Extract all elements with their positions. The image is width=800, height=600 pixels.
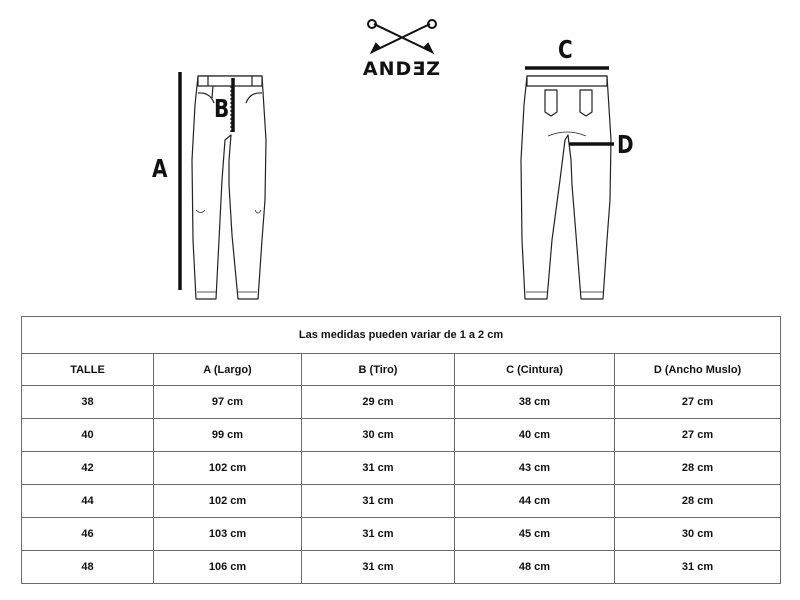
crossed-safety-pins-icon [362,18,442,58]
table-cell: 102 cm [154,452,302,485]
table-cell: 38 cm [455,386,615,419]
table-cell: 38 [22,386,154,419]
table-cell: 31 cm [615,551,781,584]
table-cell: 31 cm [302,485,455,518]
table-cell: 30 cm [615,518,781,551]
table-row [22,551,781,584]
table-cell: 103 cm [154,518,302,551]
table-cell: 40 [22,419,154,452]
table-row [22,518,781,551]
table-row [22,452,781,485]
measure-label-b: B [214,94,230,123]
size-chart-table [21,316,781,584]
table-cell: 28 cm [615,485,781,518]
table-row [22,485,781,518]
measure-label-a: A [152,154,168,183]
jeans-back-view [521,76,611,299]
header-largo: A (Largo) [154,354,302,386]
header-talle: TALLE [22,354,154,386]
table-cell: 30 cm [302,419,455,452]
table-cell: 42 [22,452,154,485]
header-ancho-muslo: D (Ancho Muslo) [615,354,781,386]
table-cell: 106 cm [154,551,302,584]
table-cell: 31 cm [302,551,455,584]
table-cell: 46 [22,518,154,551]
table-row [22,419,781,452]
table-cell: 31 cm [302,452,455,485]
table-cell: 43 cm [455,452,615,485]
table-cell: 27 cm [615,419,781,452]
table-cell: 27 cm [615,386,781,419]
measure-label-d: D [617,130,634,159]
header-tiro: B (Tiro) [302,354,455,386]
table-cell: 44 [22,485,154,518]
table-cell: 102 cm [154,485,302,518]
table-caption: Las medidas pueden variar de 1 a 2 cm [22,317,781,354]
header-cintura: C (Cintura) [455,354,615,386]
table-cell: 28 cm [615,452,781,485]
brand-name: ANDƎZ [362,58,442,80]
table-cell: 45 cm [455,518,615,551]
table-caption-row [22,317,781,354]
table-row [22,386,781,419]
table-cell: 48 cm [455,551,615,584]
table-cell: 40 cm [455,419,615,452]
table-cell: 44 cm [455,485,615,518]
table-cell: 31 cm [302,518,455,551]
brand-logo [362,18,442,82]
table-cell: 99 cm [154,419,302,452]
table-cell: 29 cm [302,386,455,419]
measure-label-c: C [558,35,573,64]
table-cell: 48 [22,551,154,584]
table-header-row [22,354,781,386]
table-cell: 97 cm [154,386,302,419]
